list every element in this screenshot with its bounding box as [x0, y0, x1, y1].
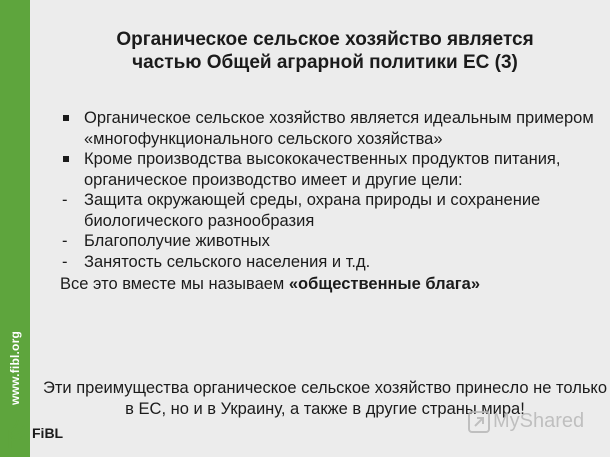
- dash-item: [60, 252, 600, 273]
- logo-text: FiBL: [32, 425, 64, 441]
- dash-marker: -: [62, 232, 68, 250]
- title-line-1: Органическое сельское хозяйство является: [116, 29, 534, 50]
- dash-marker: -: [62, 191, 68, 209]
- watermark-text: MyShared: [493, 410, 585, 432]
- slide-title: [40, 28, 610, 74]
- dash-item: [60, 231, 600, 252]
- summary-line: [60, 274, 600, 295]
- bullet-item: [60, 108, 600, 149]
- dash-item: [60, 190, 600, 231]
- summary-highlight: «общественные блага»: [288, 275, 481, 293]
- bullet-item: [60, 149, 600, 190]
- title-line-2: частью Общей аграрной политики ЕС (3): [132, 52, 518, 73]
- closing-text: Эти преимущества органическое сельское хозяйство принесло не только в ЕС, но и в Украину, а также в другие страны мира!: [42, 379, 607, 418]
- bullet-square-icon: [63, 115, 69, 121]
- fibl-logo-icon: [6, 418, 28, 448]
- summary-text: Все это вместе мы называем: [60, 275, 289, 293]
- dash-marker: -: [62, 252, 68, 271]
- fibl-logo: [6, 418, 63, 448]
- bullet-square-icon: [63, 156, 69, 162]
- dash-text: Занятость сельского населения и т.д.: [84, 252, 371, 271]
- website-url: www.fibl.org: [8, 331, 22, 405]
- bullet-text: Кроме производства высококачественных продуктов питания, органическое производство имеет и другие цели:: [84, 150, 561, 189]
- myshared-logo-icon: [468, 411, 490, 433]
- dash-text: Защита окружающей среды, охрана природы и сохранение биологического разнообразия: [84, 191, 541, 230]
- dash-text: Благополучие животных: [84, 232, 270, 250]
- watermark: [468, 410, 584, 433]
- sidebar: [0, 0, 30, 457]
- slide-content: [60, 108, 600, 295]
- bullet-text: Органическое сельское хозяйство является идеальным примером «многофункционального сельского хозяйства»: [84, 109, 594, 148]
